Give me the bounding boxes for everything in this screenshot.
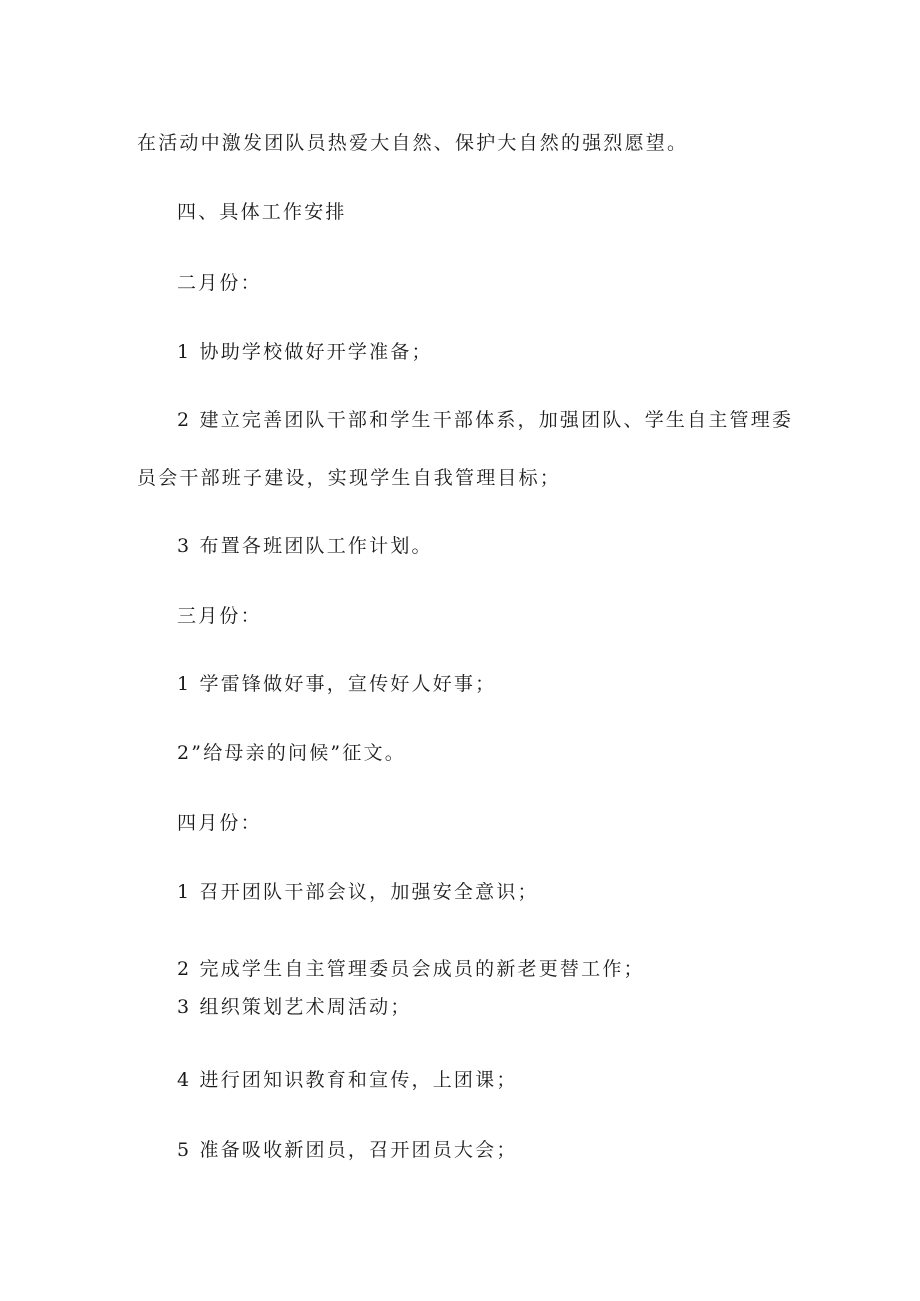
list-item: 1 学雷锋做好事，宣传好人好事； — [177, 673, 497, 695]
paragraph-continuation: 在活动中激发团队员热爱大自然、保护大自然的强烈愿望。 — [137, 132, 689, 154]
list-item-continuation: 员会干部班子建设，实现学生自我管理目标； — [137, 467, 562, 489]
month-heading-march: 三月份： — [177, 605, 262, 627]
list-item: 2”给母亲的问候”征文。 — [177, 742, 406, 764]
list-item: 3 布置各班团队工作计划。 — [177, 535, 433, 557]
list-item: 2 完成学生自主管理委员会成员的新老更替工作； — [177, 958, 645, 980]
list-item: 4 进行团知识教育和宣传，上团课； — [177, 1069, 518, 1091]
section-heading: 四、具体工作安排 — [177, 201, 347, 223]
list-item: 5 准备吸收新团员，召开团员大会； — [177, 1139, 518, 1161]
month-heading-february: 二月份： — [177, 272, 262, 294]
list-item: 1 召开团队干部会议，加强安全意识； — [177, 881, 539, 903]
list-item: 1 协助学校做好开学准备； — [177, 341, 433, 363]
list-item: 3 组织策划艺术周活动； — [177, 996, 412, 1018]
month-heading-april: 四月份： — [177, 812, 262, 834]
list-item: 2 建立完善团队干部和学生干部体系，加强团队、学生自主管理委 — [177, 409, 794, 431]
